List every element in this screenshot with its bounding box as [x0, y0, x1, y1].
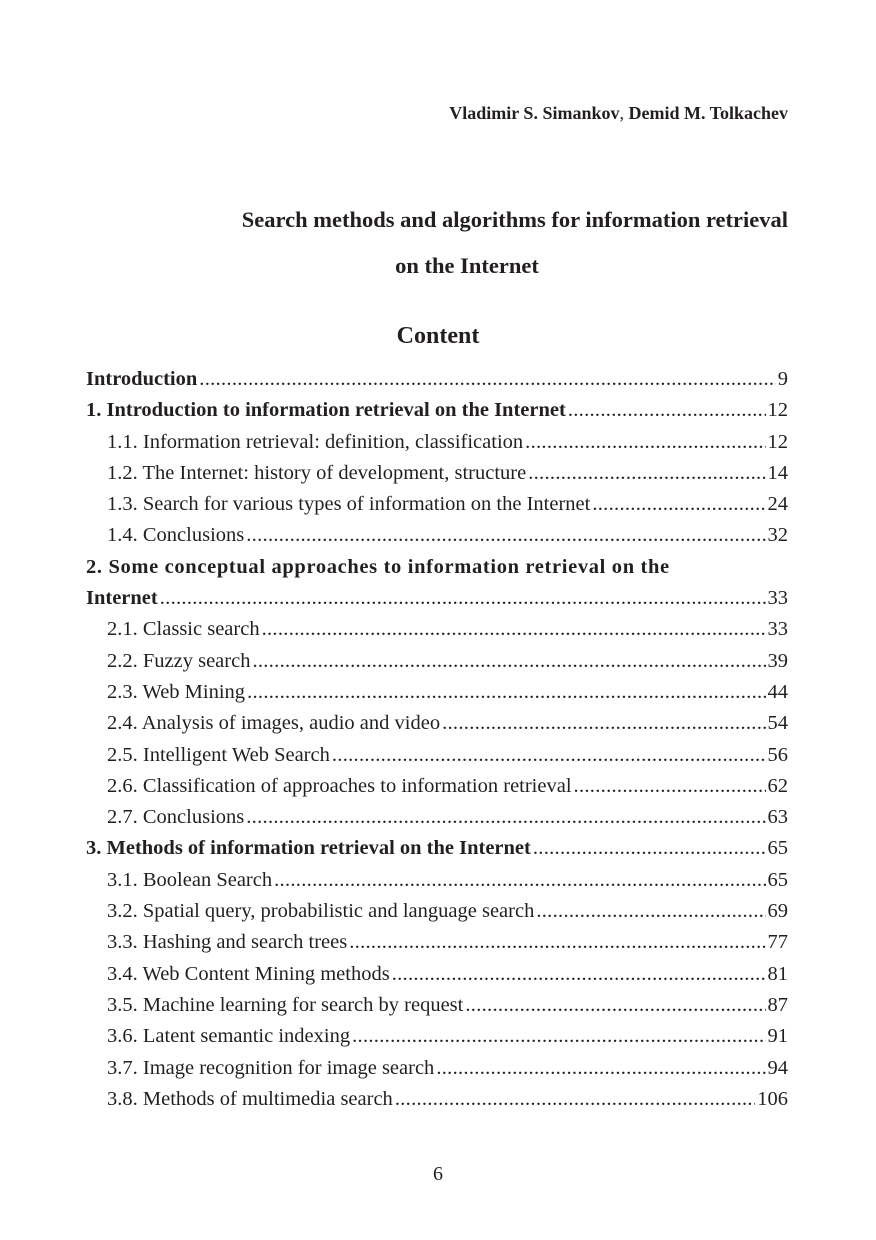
toc-entry-title: 1.4. Conclusions: [107, 524, 245, 547]
toc-entry-page: 94: [767, 1056, 788, 1079]
toc-leader-dots: [392, 963, 766, 986]
toc-entry-page: 63: [767, 806, 788, 829]
toc-leader-dots: [592, 493, 765, 516]
toc-entry[interactable]: [86, 744, 788, 775]
toc-entry-title: 3.2. Spatial query, probabilistic and language search: [107, 900, 535, 923]
toc-entry[interactable]: [86, 869, 788, 900]
toc-entry-title: 2.3. Web Mining: [107, 680, 246, 703]
toc-entry[interactable]: [86, 493, 788, 524]
toc-entry-title: 3.7. Image recognition for image search: [107, 1056, 435, 1079]
toc-entry-title: 1.1. Information retrieval: definition, classification: [107, 430, 524, 453]
toc-entry-page: 39: [767, 649, 788, 672]
toc-entry-page: 56: [767, 743, 788, 766]
toc-leader-dots: [246, 806, 765, 829]
author-1: Vladimir S. Simankov: [449, 103, 620, 123]
toc-entry-line-1[interactable]: [86, 556, 788, 587]
toc-leader-dots: [395, 1088, 755, 1111]
toc-entry-page: 62: [767, 774, 788, 797]
book-title-line-2-wrap: [86, 243, 788, 289]
toc-leader-dots: [525, 431, 765, 454]
contents-heading: Content: [396, 323, 480, 349]
toc-entry[interactable]: [86, 650, 788, 681]
toc-entry-page: 77: [767, 931, 788, 954]
book-title-line-1: Search methods and algorithms for information retrieval: [241, 207, 788, 232]
toc-entry-title: 2.4. Analysis of images, audio and video: [107, 712, 441, 735]
toc-entry-title: 1.3. Search for various types of information on the Internet: [107, 493, 591, 516]
toc-entry-title-line-2: Internet: [86, 587, 158, 610]
toc-entry-title: 3. Methods of information retrieval on the Internet: [86, 837, 531, 860]
toc-leader-dots: [247, 681, 765, 704]
toc-entry-page: 33: [767, 618, 788, 641]
toc-entry[interactable]: [86, 618, 788, 649]
toc-entry-title: 2.7. Conclusions: [107, 806, 245, 829]
toc-entry-page: 12: [767, 399, 788, 422]
toc-entry[interactable]: [86, 462, 788, 493]
toc-entry-page: 106: [757, 1087, 788, 1110]
toc-entry[interactable]: [86, 1025, 788, 1056]
toc-entry-title: 3.5. Machine learning for search by request: [107, 993, 464, 1016]
toc-entry-title: 3.8. Methods of multimedia search: [107, 1087, 393, 1110]
book-title-line-2: on the Internet: [395, 253, 539, 278]
toc-entry-title: 3.3. Hashing and search trees: [107, 931, 348, 954]
toc-entry-page: 81: [767, 962, 788, 985]
toc-entry-page: 54: [767, 712, 788, 735]
book-title: [86, 197, 788, 289]
toc-entry-title: 2.1. Classic search: [107, 618, 260, 641]
toc-entry-page: 65: [767, 868, 788, 891]
toc-entry-title: 1.2. The Internet: history of development, structure: [107, 461, 527, 484]
toc-leader-dots: [274, 869, 765, 892]
toc-entry-page: 69: [767, 900, 788, 923]
toc-entry-page: 91: [767, 1025, 788, 1048]
toc-entry[interactable]: [86, 524, 788, 555]
author-separator: ,: [619, 103, 624, 123]
toc-leader-dots: [574, 775, 766, 798]
toc-leader-dots: [252, 650, 765, 673]
toc-entry[interactable]: [86, 399, 788, 430]
toc-leader-dots: [536, 900, 765, 923]
author-line: [449, 103, 788, 124]
toc-entry-title: 2.6. Classification of approaches to information retrieval: [107, 774, 572, 797]
toc-leader-dots: [436, 1057, 765, 1080]
toc-entry-page: 32: [767, 524, 788, 547]
toc-leader-dots: [246, 524, 765, 547]
author-2: Demid M. Tolkachev: [628, 103, 788, 123]
table-of-contents: [86, 368, 788, 1119]
toc-entry[interactable]: [86, 587, 788, 618]
toc-leader-dots: [465, 994, 765, 1017]
toc-leader-dots: [349, 931, 765, 954]
toc-entry[interactable]: [86, 681, 788, 712]
toc-entry[interactable]: [86, 775, 788, 806]
toc-entry[interactable]: [86, 837, 788, 868]
toc-leader-dots: [332, 744, 766, 767]
toc-entry-title: 3.4. Web Content Mining methods: [107, 962, 390, 985]
toc-entry-title: 1. Introduction to information retrieval on the Internet: [86, 399, 566, 422]
toc-entry-title: 3.1. Boolean Search: [107, 868, 273, 891]
toc-leader-dots: [533, 837, 766, 860]
toc-entry-page: 44: [767, 680, 788, 703]
toc-leader-dots: [262, 618, 766, 641]
toc-entry[interactable]: [86, 431, 788, 462]
toc-entry-title: 2.2. Fuzzy search: [107, 649, 251, 672]
toc-entry-title: Introduction: [86, 368, 198, 390]
toc-entry-page: 33: [767, 587, 788, 610]
toc-leader-dots: [528, 462, 765, 485]
toc-leader-dots: [568, 399, 766, 422]
toc-entry[interactable]: [86, 1088, 788, 1119]
toc-entry-page: 14: [767, 461, 788, 484]
toc-leader-dots: [160, 587, 766, 610]
toc-entry[interactable]: [86, 963, 788, 994]
toc-entry[interactable]: [86, 900, 788, 931]
toc-entry-title: 3.6. Latent semantic indexing: [107, 1025, 351, 1048]
toc-entry-page: 12: [767, 430, 788, 453]
toc-entry-page: 9: [777, 368, 788, 390]
toc-leader-dots: [442, 712, 765, 735]
toc-entry-page: 65: [767, 837, 788, 860]
toc-entry[interactable]: [86, 806, 788, 837]
toc-entry-page: 87: [767, 993, 788, 1016]
toc-entry[interactable]: [86, 1057, 788, 1088]
toc-entry[interactable]: [86, 931, 788, 962]
page-number: 6: [433, 1163, 443, 1185]
toc-entry[interactable]: [86, 368, 788, 399]
toc-leader-dots: [199, 368, 775, 391]
toc-leader-dots: [352, 1025, 765, 1048]
toc-entry[interactable]: [86, 712, 788, 743]
toc-entry-page: 24: [767, 493, 788, 516]
toc-entry-title: 2.5. Intelligent Web Search: [107, 743, 330, 766]
toc-entry[interactable]: [86, 994, 788, 1025]
toc-entry-title-line-1: 2. Some conceptual approaches to information retrieval on the: [86, 555, 670, 578]
